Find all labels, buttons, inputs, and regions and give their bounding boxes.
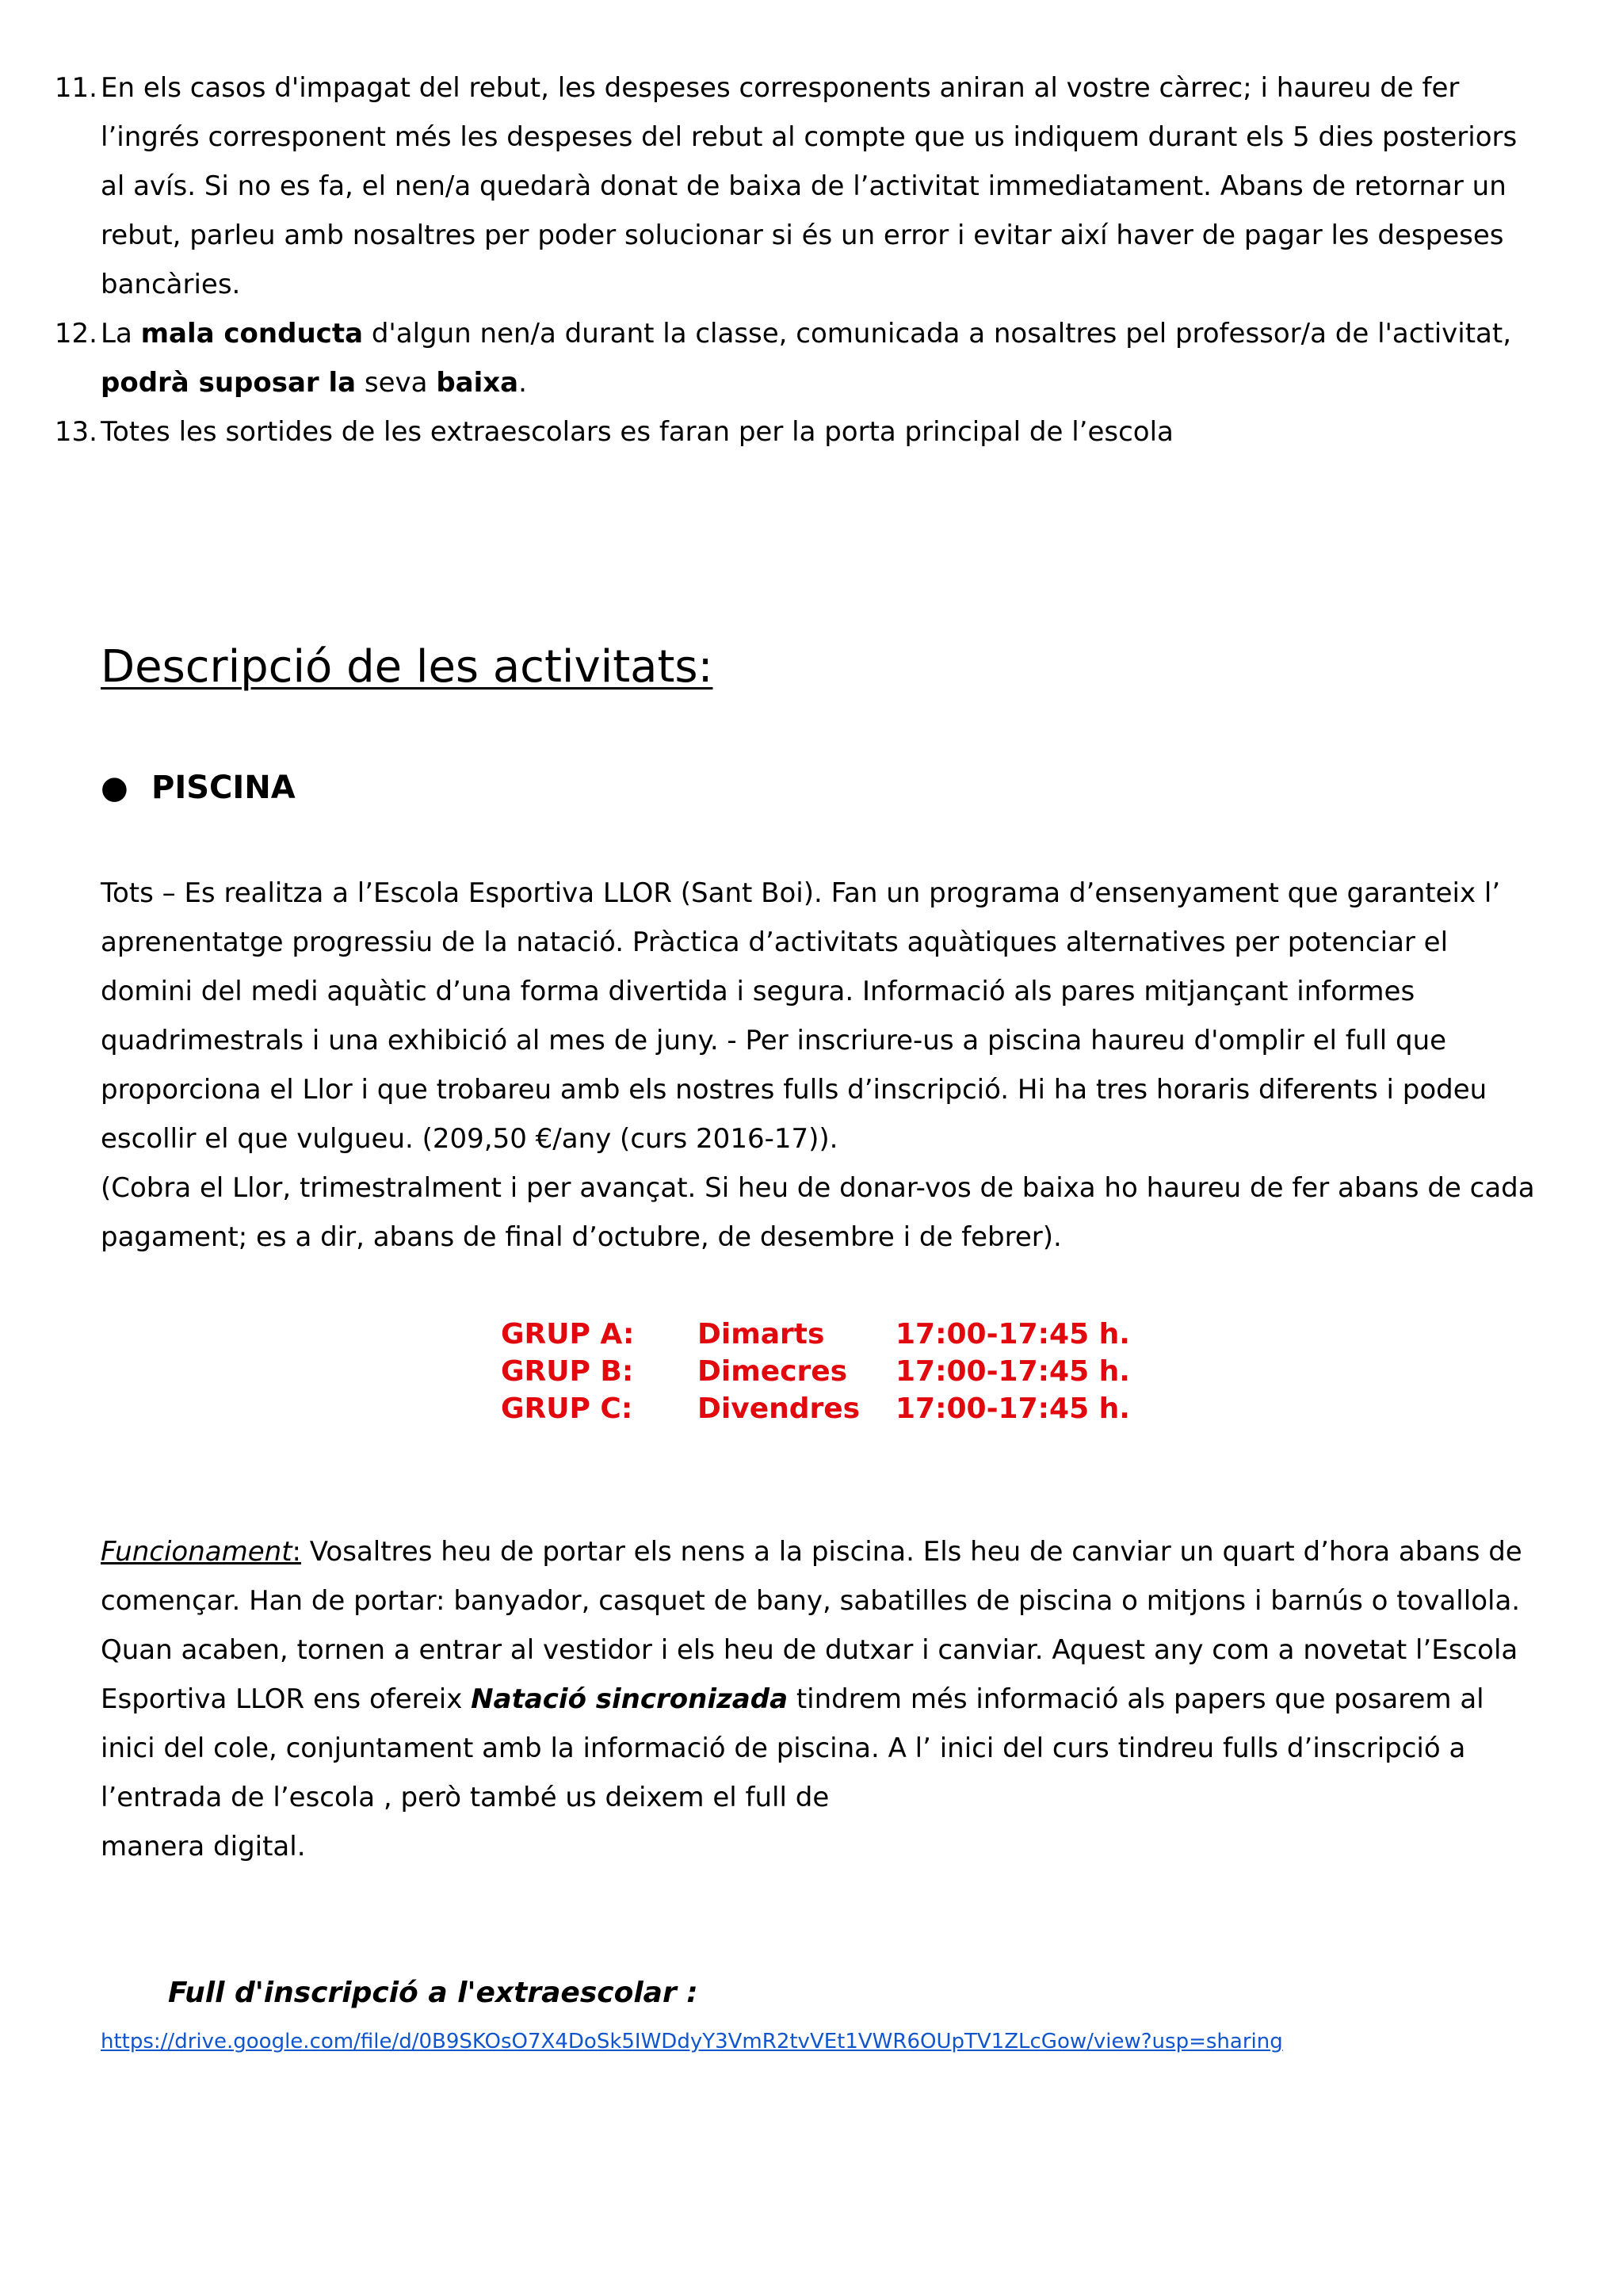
rule-number: 12.	[54, 318, 97, 350]
form-link[interactable]: https://drive.google.com/file/d/0B9SKOsO7X4DoSk5IWDdyY3VmR2tvVEt1VWR6OUpTV1ZLcGow/view?usp=sharing	[101, 2030, 1283, 2053]
rule-text-segment: d'algun nen/a durant la classe, comunicada a nosaltres pel professor/a de l'activitat,	[363, 318, 1512, 350]
rule-number: 13.	[54, 416, 97, 448]
group-day: Dimecres	[697, 1355, 848, 1388]
activity-name: PISCINA	[151, 770, 296, 806]
rule-text-bold: podrà suposar la	[101, 367, 357, 399]
description-paragraph-billing: (Cobra el Llor, trimestralment i per avançat. Si heu de donar-vos de baixa ho haureu de fer abans de cada pagament; es a dir, abans de final d’octubre, de desembre i de febrer).	[101, 1172, 1535, 1253]
bullet-icon: ●	[101, 770, 128, 806]
group-day: Divendres	[697, 1392, 861, 1425]
functioning-label: Funcionament	[101, 1536, 292, 1568]
group-row	[501, 1353, 1130, 1390]
rule-item-12	[54, 309, 1543, 407]
rule-text: En els casos d'impagat del rebut, les despeses corresponents aniran al vostre càrrec; i haureu de fer l’ingrés corresponent més les despeses del rebut al compte que us indiquem durant els 5 dies posteriors al avís. Si no es fa, el nen/a quedarà donat de baixa de l’activitat immediatament. Abans de retornar un rebut, parleu amb nosaltres per poder solucionar si és un error i evitar així haver de pagar les despeses bancàries.	[101, 72, 1518, 300]
group-name: GRUP A:	[501, 1318, 635, 1350]
functioning-highlight: Natació sincronizada	[471, 1683, 789, 1715]
rule-text-segment: .	[518, 367, 527, 399]
description-paragraph: Tots – Es realitza a l’Escola Esportiva LLOR (Sant Boi). Fan un programa d’ensenyament que garanteix l’ aprenentatge progressiu de la natació. Pràctica d’activitats aquàtiques alternatives per potenciar el domini del medi aquàtic d’una forma divertida i segura. Informació als pares mitjançant informes quadrimestrals i una exhibició al mes de juny. - Per inscriure-us a piscina haureu d'omplir el full que proporciona el Llor i que trobareu amb els nostres fulls d’inscripció. Hi ha tres horaris diferents i podeu escollir el que vulgueu. (209,50 €/any (curs 2016-17)).	[101, 877, 1501, 1155]
group-time: 17:00-17:45 h.	[896, 1355, 1130, 1388]
functioning-colon: :	[292, 1536, 301, 1568]
section-title: Descripció de les activitats:	[101, 641, 713, 693]
rule-text-segment: La	[101, 318, 141, 350]
rule-text-bold: mala conducta	[140, 318, 364, 350]
group-schedule	[501, 1316, 1130, 1427]
rule-text: Totes les sortides de les extraescolars es faran per la porta principal de l’escola	[101, 416, 1174, 448]
rule-item-13	[54, 407, 1543, 457]
group-time: 17:00-17:45 h.	[896, 1318, 1130, 1350]
functioning-text: Vosaltres heu de portar els nens a la piscina. Els heu de canviar un quart d’hora abans de començar. Han de portar: banyador, casquet de bany, sabatilles de piscina o mitjons i barnús o tovallola. Quan acaben, tornen a entrar al vestidor i els heu de dutxar i canviar. Aquest any com a novetat l’Escola Esportiva LLOR ens ofereix	[101, 1536, 1522, 1715]
functioning-paragraph-end: manera digital.	[101, 1831, 306, 1862]
rule-text-segment: seva	[356, 367, 437, 399]
group-time: 17:00-17:45 h.	[896, 1392, 1130, 1425]
functioning-paragraph	[101, 1527, 1543, 1822]
rule-number: 11.	[54, 72, 97, 104]
group-row	[501, 1390, 1130, 1427]
activity-title	[101, 766, 1543, 810]
group-name: GRUP C:	[501, 1392, 633, 1425]
functioning-text: tindrem més informació als papers que posarem al inici del cole, conjuntament amb la informació de piscina. A l’ inici del curs tindreu fulls d’inscripció a l’entrada de l’escola , però també us deixem el full de	[101, 1683, 1484, 1813]
group-row	[501, 1316, 1130, 1353]
group-name: GRUP B:	[501, 1355, 634, 1388]
form-label: Full d'inscripció a l'extraescolar :	[168, 1977, 698, 2009]
rules-list	[54, 63, 1543, 457]
functioning-section	[101, 1527, 1543, 1871]
activity-description	[101, 869, 1543, 1262]
group-day: Dimarts	[697, 1318, 825, 1350]
rule-text-bold: baixa	[436, 367, 519, 399]
rule-item-11	[54, 63, 1543, 309]
